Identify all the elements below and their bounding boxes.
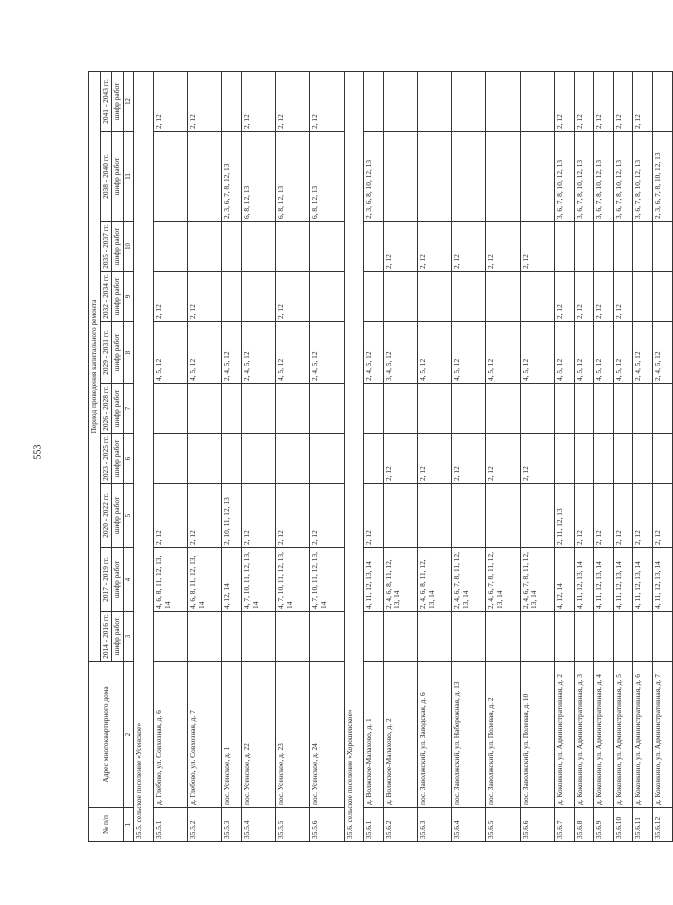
work-code-cell: 3, 6, 7, 8, 10, 12, 13 (613, 132, 633, 222)
work-code-cell: 2, 12 (310, 71, 344, 131)
header-period: 2038 - 2040 гг. (100, 132, 112, 222)
work-code-cell (520, 272, 554, 322)
work-code-cell (520, 71, 554, 131)
work-code-cell: 3, 6, 7, 8, 10, 12, 13 (574, 132, 594, 222)
row-address: пос. Заволжский, ул. Полевая, д. 2 (486, 662, 520, 808)
work-code-cell (154, 132, 188, 222)
work-code-cell (574, 612, 594, 662)
work-code-cell (633, 384, 653, 434)
header-code-label: шифр работ (112, 612, 124, 662)
row-number: 35.5.2 (188, 808, 222, 842)
row-number: 35.6.9 (594, 808, 614, 842)
work-code-cell (364, 384, 384, 434)
table-row (486, 71, 520, 841)
capital-repair-table (88, 71, 673, 842)
work-code-cell: 4, 6, 8, 11, 12, 13, 14 (154, 548, 188, 612)
header-period: 2035 - 2037 гг. (100, 222, 112, 272)
work-code-cell (383, 132, 417, 222)
work-code-cell (633, 434, 653, 484)
work-code-cell: 2, 12 (554, 272, 574, 322)
row-address: д. Коковкино, ул. Административная, д. 2 (554, 662, 574, 808)
row-address: д. Коковкино, ул. Административная, д. 4 (594, 662, 614, 808)
header-period: 2023 - 2025 гг. (100, 434, 112, 484)
work-code-cell: 4, 5, 12 (154, 322, 188, 384)
work-code-cell: 2, 12 (154, 272, 188, 322)
work-code-cell: 2, 3, 6, 7, 8, 12, 13 (222, 132, 242, 222)
work-code-cell: 2, 12 (554, 71, 574, 131)
work-code-cell (418, 484, 452, 548)
work-code-cell: 4, 11, 12, 13, 14 (364, 548, 384, 612)
work-code-cell (594, 384, 614, 434)
row-address: д. Волжское-Малахово, д. 1 (364, 662, 384, 808)
work-code-cell: 2, 12 (574, 272, 594, 322)
work-code-cell (554, 612, 574, 662)
work-code-cell: 6, 8, 12, 13 (276, 132, 310, 222)
work-code-cell (310, 434, 344, 484)
work-code-cell: 2, 12 (188, 272, 222, 322)
work-code-cell: 4, 5, 12 (452, 322, 486, 384)
work-code-cell: 2, 12 (452, 434, 486, 484)
work-code-cell (154, 384, 188, 434)
work-code-cell: 2, 4, 5, 12 (222, 322, 242, 384)
work-code-cell: 3, 4, 5, 12 (383, 322, 417, 384)
row-number: 35.6.6 (520, 808, 554, 842)
work-code-cell (188, 384, 222, 434)
column-index: 9 (123, 272, 134, 322)
row-number: 35.6.8 (574, 808, 594, 842)
header-code-label: шифр работ (112, 548, 124, 612)
header-period: 2017 - 2019 гг. (100, 548, 112, 612)
row-address: д. Глебово, ул. Совхозная, д. 6 (154, 662, 188, 808)
work-code-cell (554, 434, 574, 484)
header-period: 2026 - 2028 гг. (100, 384, 112, 434)
work-code-cell (383, 612, 417, 662)
work-code-cell (613, 384, 633, 434)
work-code-cell (242, 434, 276, 484)
table-row (242, 71, 276, 841)
work-code-cell (594, 612, 614, 662)
work-code-cell (574, 222, 594, 272)
table-row (222, 71, 242, 841)
work-code-cell (653, 612, 673, 662)
work-code-cell (452, 612, 486, 662)
work-code-cell (242, 272, 276, 322)
header-code-label: шифр работ (112, 322, 124, 384)
row-address: пос. Усенское, д. 22 (242, 662, 276, 808)
header-code-label: шифр работ (112, 384, 124, 434)
table-row (653, 71, 673, 841)
header-row (89, 71, 101, 841)
work-code-cell: 4, 5, 12 (554, 322, 574, 384)
rotated-table-container (88, 72, 673, 842)
work-code-cell: 4, 7, 10, 11, 12, 13, 14 (276, 548, 310, 612)
row-address: д. Коковкино, ул. Административная, д. 7 (653, 662, 673, 808)
work-code-cell: 4, 5, 12 (486, 322, 520, 384)
work-code-cell: 2, 4, 5, 12 (364, 322, 384, 384)
work-code-cell: 4, 5, 12 (418, 322, 452, 384)
table-row (188, 71, 222, 841)
work-code-cell: 2, 4, 5, 12 (653, 322, 673, 384)
work-code-cell: 6, 8, 12, 13 (242, 132, 276, 222)
work-code-cell: 4, 11, 12, 13, 14 (574, 548, 594, 612)
work-code-cell: 2, 4, 5, 12 (242, 322, 276, 384)
header-period: 2014 - 2016 гг. (100, 612, 112, 662)
table-row (574, 71, 594, 841)
work-code-cell (242, 612, 276, 662)
work-code-cell (452, 71, 486, 131)
work-code-cell: 2, 12 (418, 222, 452, 272)
column-index: 7 (123, 384, 134, 434)
column-index: 12 (123, 71, 134, 131)
work-code-cell (418, 71, 452, 131)
work-code-cell (418, 612, 452, 662)
work-code-cell (520, 484, 554, 548)
work-code-cell: 2, 12 (633, 71, 653, 131)
column-index: 11 (123, 132, 134, 222)
work-code-cell (520, 132, 554, 222)
work-code-cell: 4, 5, 12 (574, 322, 594, 384)
work-code-cell: 2, 12 (520, 434, 554, 484)
work-code-cell: 3, 6, 7, 8, 10, 12, 13 (633, 132, 653, 222)
work-code-cell (452, 484, 486, 548)
work-code-cell: 2, 12 (364, 484, 384, 548)
row-address: пос. Усенское, д. 1 (222, 662, 242, 808)
work-code-cell (486, 132, 520, 222)
table-header (89, 71, 134, 841)
header-code-label: шифр работ (112, 222, 124, 272)
row-number: 35.5.5 (276, 808, 310, 842)
work-code-cell: 2, 12 (276, 71, 310, 131)
row-number: 35.5.3 (222, 808, 242, 842)
header-code-label: шифр работ (112, 71, 124, 131)
table-row (276, 71, 310, 841)
row-number: 35.6.10 (613, 808, 633, 842)
work-code-cell (486, 384, 520, 434)
work-code-cell (364, 434, 384, 484)
work-code-cell: 2, 12 (452, 222, 486, 272)
work-code-cell (242, 222, 276, 272)
work-code-cell (188, 132, 222, 222)
work-code-cell: 2, 4, 5, 12 (633, 322, 653, 384)
work-code-cell: 2, 12 (486, 434, 520, 484)
work-code-cell: 2, 12 (242, 484, 276, 548)
work-code-cell: 2, 4, 6, 8, 11, 12, 13, 14 (383, 548, 417, 612)
header-code-label: шифр работ (112, 484, 124, 548)
work-code-cell (276, 384, 310, 434)
row-address: д. Коковкино, ул. Административная, д. 6 (633, 662, 653, 808)
work-code-cell (452, 272, 486, 322)
row-address: пос. Заволжский, ул. Заводская, д. 6 (418, 662, 452, 808)
work-code-cell (653, 222, 673, 272)
work-code-cell (383, 484, 417, 548)
work-code-cell (383, 71, 417, 131)
work-code-cell (613, 222, 633, 272)
table-row (364, 71, 384, 841)
work-code-cell: 3, 6, 7, 8, 10, 12, 13 (594, 132, 614, 222)
row-number: 35.6.5 (486, 808, 520, 842)
work-code-cell: 2, 12 (486, 222, 520, 272)
work-code-cell: 2, 12 (188, 484, 222, 548)
section-title: 35.5. сельское поселение «Усенское» (134, 71, 154, 841)
work-code-cell (653, 272, 673, 322)
work-code-cell (222, 384, 242, 434)
work-code-cell (310, 272, 344, 322)
work-code-cell (594, 222, 614, 272)
table-row (383, 71, 417, 841)
table-row (310, 71, 344, 841)
work-code-cell: 4, 5, 12 (276, 322, 310, 384)
work-code-cell (154, 434, 188, 484)
work-code-cell: 4, 12, 14 (554, 548, 574, 612)
work-code-cell (594, 434, 614, 484)
work-code-cell: 4, 7, 10, 11, 12, 13, 14 (242, 548, 276, 612)
table-body (134, 71, 673, 841)
header-address: Адрес многоквартирного дома (89, 662, 124, 808)
header-period: 2020 - 2022 гг. (100, 484, 112, 548)
column-index: 3 (123, 612, 134, 662)
work-code-cell: 2, 12 (574, 71, 594, 131)
work-code-cell: 2, 12 (188, 71, 222, 131)
work-code-cell (486, 272, 520, 322)
work-code-cell (310, 612, 344, 662)
work-code-cell: 2, 3, 6, 8, 10, 12, 13 (364, 132, 384, 222)
row-number: 35.5.1 (154, 808, 188, 842)
row-number: 35.6.12 (653, 808, 673, 842)
work-code-cell: 4, 11, 12, 13, 14 (613, 548, 633, 612)
column-index: 1 (123, 808, 134, 842)
work-code-cell: 2, 10, 11, 12, 13 (222, 484, 242, 548)
table-row (520, 71, 554, 841)
work-code-cell (276, 612, 310, 662)
work-code-cell: 2, 12 (276, 484, 310, 548)
work-code-cell: 2, 4, 6, 7, 8, 11, 12, 13, 14 (486, 548, 520, 612)
work-code-cell: 2, 12 (154, 484, 188, 548)
work-code-cell: 2, 12 (594, 484, 614, 548)
work-code-cell: 2, 3, 6, 7, 8, 10, 12, 13 (653, 132, 673, 222)
column-index: 5 (123, 484, 134, 548)
work-code-cell (653, 71, 673, 131)
row-address: д. Глебово, ул. Совхозная, д. 7 (188, 662, 222, 808)
work-code-cell: 4, 11, 12, 13, 14 (594, 548, 614, 612)
work-code-cell: 2, 11, 12, 13 (554, 484, 574, 548)
work-code-cell (222, 272, 242, 322)
header-period: 2029 - 2031 гг. (100, 322, 112, 384)
row-number: 35.6.3 (418, 808, 452, 842)
work-code-cell (364, 71, 384, 131)
work-code-cell: 2, 12 (613, 272, 633, 322)
work-code-cell: 4, 5, 12 (613, 322, 633, 384)
work-code-cell: 2, 12 (613, 484, 633, 548)
work-code-cell: 2, 12 (310, 484, 344, 548)
work-code-cell (364, 222, 384, 272)
section-title: 35.6. сельское поселение «Хорошевское» (344, 71, 364, 841)
table-row (613, 71, 633, 841)
work-code-cell: 4, 7, 10, 11, 12, 13, 14 (310, 548, 344, 612)
work-code-cell: 2, 12 (154, 71, 188, 131)
work-code-cell (520, 612, 554, 662)
work-code-cell (486, 612, 520, 662)
work-code-cell: 2, 12 (594, 71, 614, 131)
header-code-label: шифр работ (112, 434, 124, 484)
work-code-cell (222, 434, 242, 484)
row-number: 35.5.4 (242, 808, 276, 842)
work-code-cell: 2, 12 (633, 484, 653, 548)
work-code-cell (418, 384, 452, 434)
work-code-cell (452, 132, 486, 222)
work-code-cell (154, 222, 188, 272)
work-code-cell: 2, 4, 6, 8, 11, 12, 13, 14 (418, 548, 452, 612)
table-row (554, 71, 574, 841)
header-index-row (123, 71, 134, 841)
work-code-cell: 2, 4, 6, 7, 8, 11, 12, 13, 14 (520, 548, 554, 612)
row-address: пос. Усенское, д. 23 (276, 662, 310, 808)
work-code-cell (613, 612, 633, 662)
row-address: пос. Заволжский, ул. Набережная, д. 13 (452, 662, 486, 808)
row-number: 35.6.7 (554, 808, 574, 842)
row-number: 35.6.2 (383, 808, 417, 842)
table-row (154, 71, 188, 841)
page-number: 553 (32, 444, 44, 460)
work-code-cell: 2, 12 (418, 434, 452, 484)
row-number: 35.6.11 (633, 808, 653, 842)
work-code-cell (383, 272, 417, 322)
work-code-cell (188, 222, 222, 272)
table-row (452, 71, 486, 841)
work-code-cell: 4, 11, 12, 13, 14 (633, 548, 653, 612)
work-code-cell (222, 222, 242, 272)
work-code-cell (364, 612, 384, 662)
work-code-cell (486, 71, 520, 131)
row-address: д. Коковкино, ул. Административная, д. 3 (574, 662, 594, 808)
work-code-cell: 4, 5, 12 (520, 322, 554, 384)
work-code-cell (154, 612, 188, 662)
work-code-cell (188, 612, 222, 662)
work-code-cell: 2, 12 (653, 484, 673, 548)
work-code-cell (520, 384, 554, 434)
work-code-cell: 4, 12, 14 (222, 548, 242, 612)
work-code-cell (574, 434, 594, 484)
work-code-cell (554, 384, 574, 434)
work-code-cell (633, 272, 653, 322)
table-row (633, 71, 653, 841)
work-code-cell: 4, 6, 8, 11, 12, 13, 14 (188, 548, 222, 612)
work-code-cell (188, 434, 222, 484)
row-address: д. Коковкино, ул. Административная, д. 5 (613, 662, 633, 808)
work-code-cell: 6, 8, 12, 13 (310, 132, 344, 222)
work-code-cell (613, 434, 633, 484)
work-code-cell (276, 434, 310, 484)
row-address: пос. Усенское, д. 24 (310, 662, 344, 808)
work-code-cell: 2, 4, 6, 7, 8, 11, 12, 13, 14 (452, 548, 486, 612)
row-address: пос. Заволжский, ул. Полевая, д. 10 (520, 662, 554, 808)
work-code-cell (222, 612, 242, 662)
work-code-cell: 4, 5, 12 (594, 322, 614, 384)
header-period-group: Период проведения капитального ремонта (89, 71, 101, 661)
work-code-cell (310, 222, 344, 272)
work-code-cell (653, 384, 673, 434)
work-code-cell (310, 384, 344, 434)
work-code-cell: 3, 6, 7, 8, 10, 12, 13 (554, 132, 574, 222)
work-code-cell (633, 222, 653, 272)
work-code-cell: 4, 11, 12, 13, 14 (653, 548, 673, 612)
work-code-cell: 2, 12 (594, 272, 614, 322)
header-code-label: шифр работ (112, 132, 124, 222)
section-row (134, 71, 154, 841)
work-code-cell (486, 484, 520, 548)
work-code-cell: 4, 5, 12 (188, 322, 222, 384)
work-code-cell (574, 384, 594, 434)
work-code-cell (653, 434, 673, 484)
column-index: 2 (123, 662, 134, 808)
header-period: 2041 - 2043 гг. (100, 71, 112, 131)
column-index: 6 (123, 434, 134, 484)
work-code-cell: 2, 12 (613, 71, 633, 131)
column-index: 4 (123, 548, 134, 612)
work-code-cell (276, 222, 310, 272)
work-code-cell (452, 384, 486, 434)
work-code-cell: 2, 12 (242, 71, 276, 131)
work-code-cell (383, 384, 417, 434)
work-code-cell (242, 384, 276, 434)
header-period: 2032 - 2034 гг. (100, 272, 112, 322)
work-code-cell (418, 132, 452, 222)
work-code-cell: 2, 12 (520, 222, 554, 272)
work-code-cell (364, 272, 384, 322)
work-code-cell (418, 272, 452, 322)
work-code-cell (222, 71, 242, 131)
table-row (418, 71, 452, 841)
header-num: № п/п (89, 808, 124, 842)
column-index: 8 (123, 322, 134, 384)
table-row (594, 71, 614, 841)
row-number: 35.6.4 (452, 808, 486, 842)
header-code-label: шифр работ (112, 272, 124, 322)
work-code-cell: 2, 12 (276, 272, 310, 322)
row-number: 35.5.6 (310, 808, 344, 842)
work-code-cell: 2, 4, 5, 12 (310, 322, 344, 384)
row-number: 35.6.1 (364, 808, 384, 842)
work-code-cell: 2, 12 (383, 222, 417, 272)
work-code-cell: 2, 12 (574, 484, 594, 548)
work-code-cell (554, 222, 574, 272)
work-code-cell (633, 612, 653, 662)
section-row (344, 71, 364, 841)
row-address: д. Волжское-Малахово, д. 2 (383, 662, 417, 808)
column-index: 10 (123, 222, 134, 272)
work-code-cell: 2, 12 (383, 434, 417, 484)
